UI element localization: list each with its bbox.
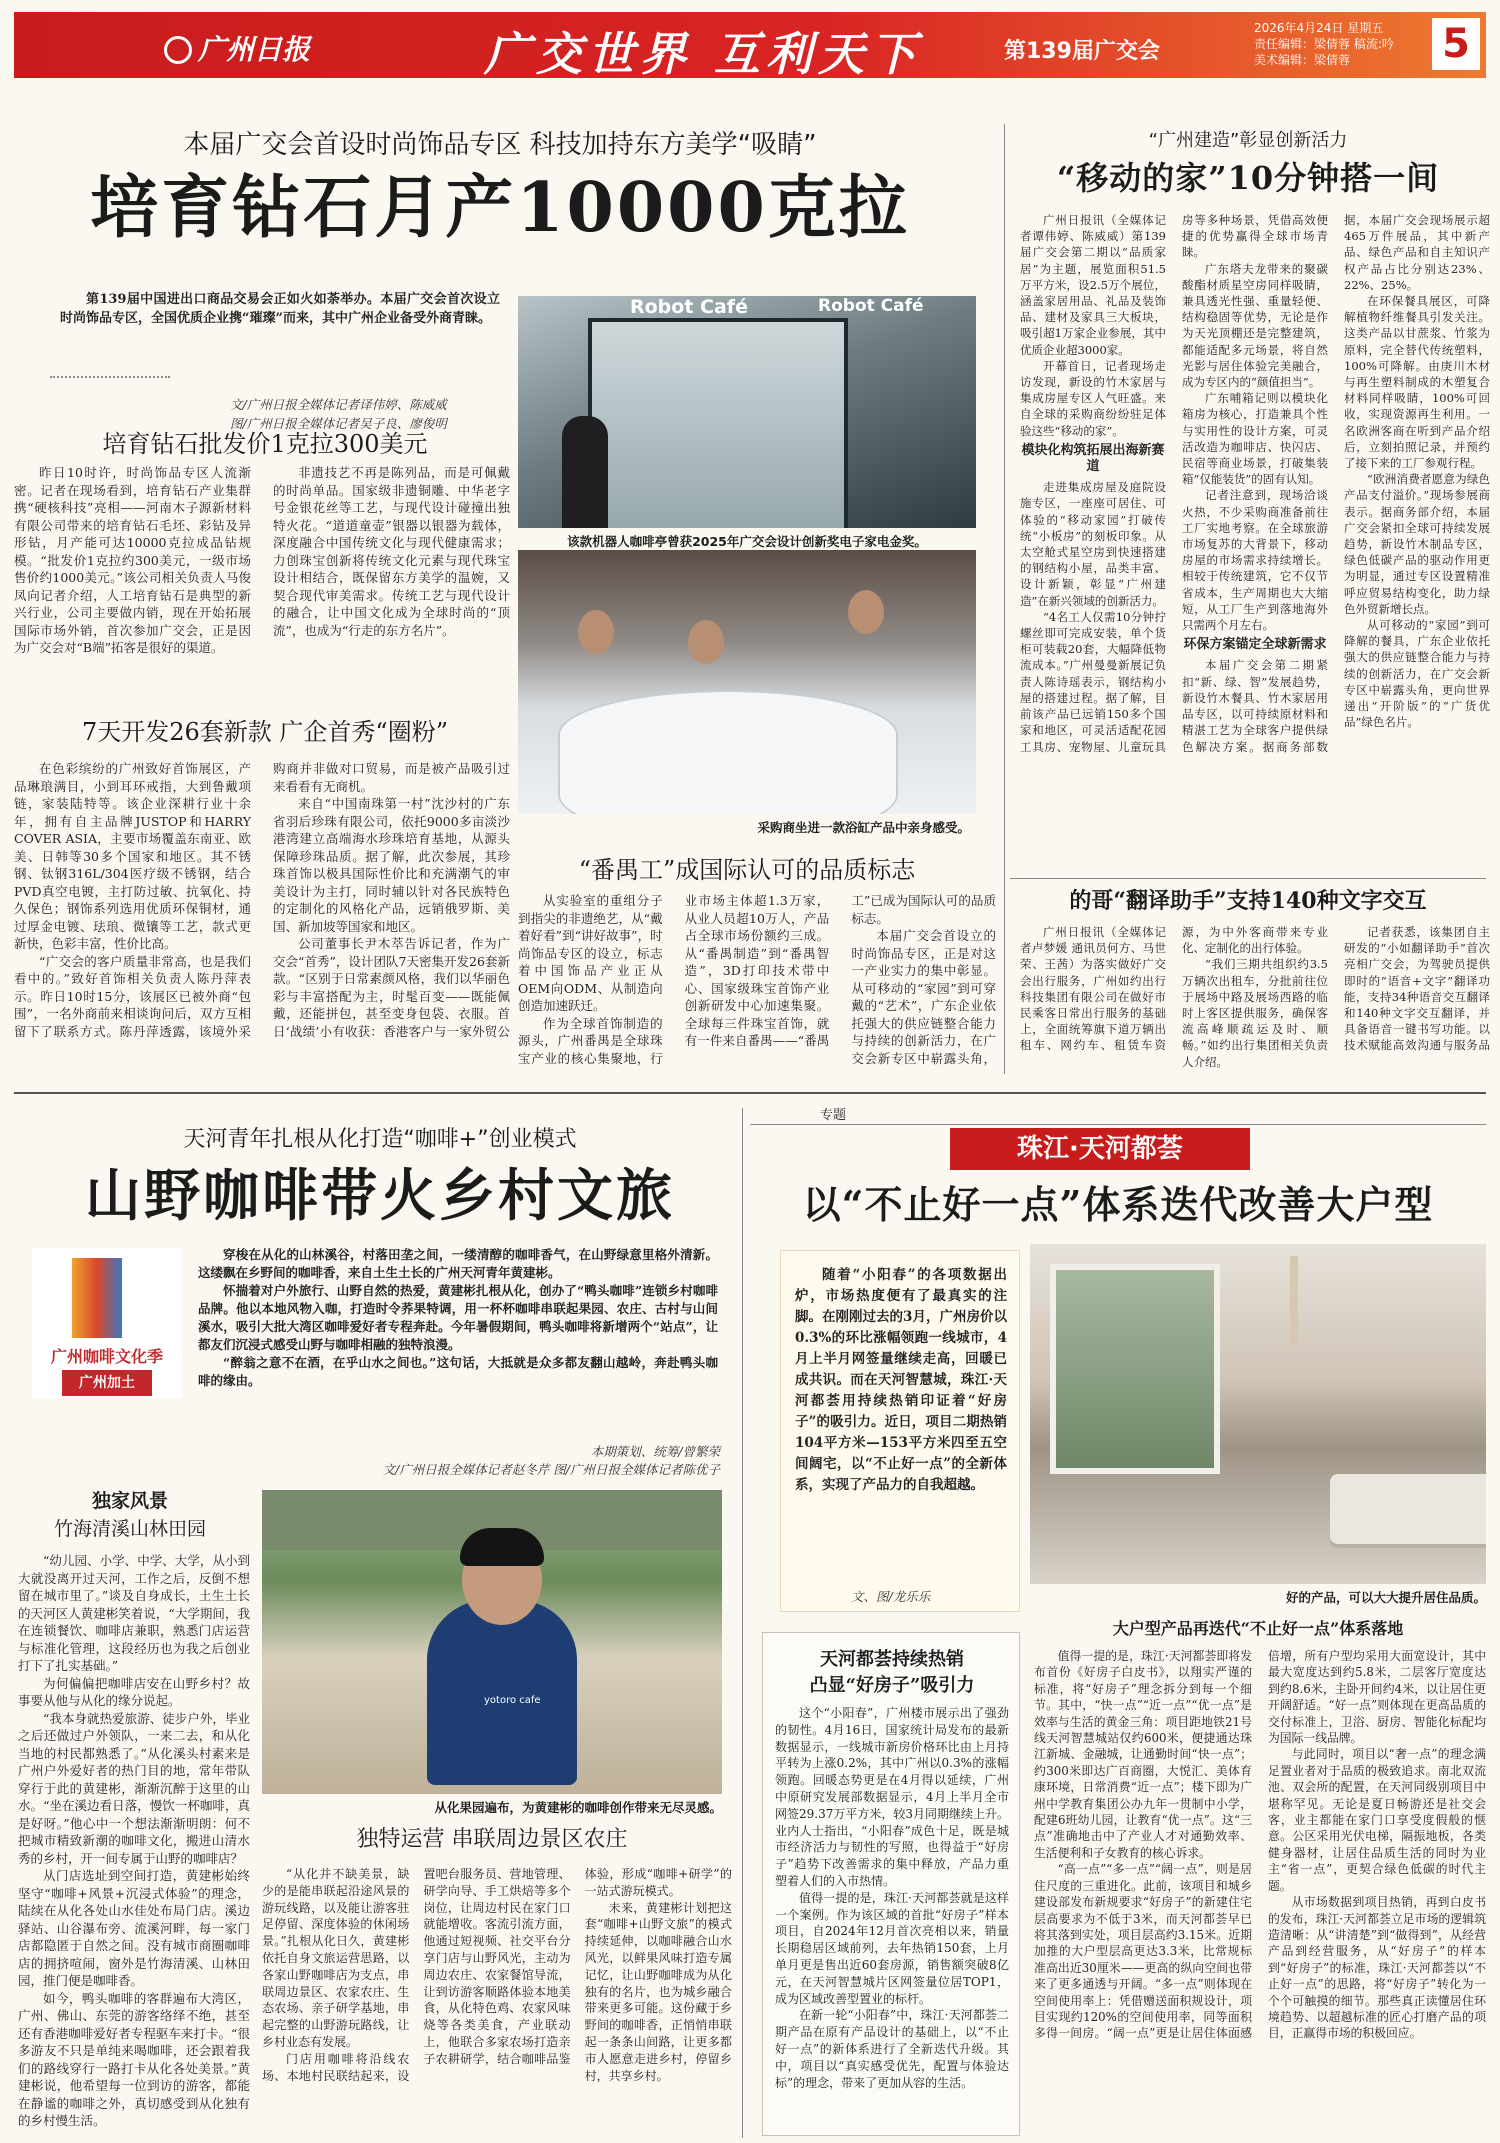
buyer-figure-1 xyxy=(688,620,724,664)
column-divider-top xyxy=(1004,124,1005,1074)
garden-window xyxy=(1050,1264,1220,1474)
page-number: 5 xyxy=(1432,18,1480,70)
art5-body-2-p1: 值得一提的是，珠江·天河都荟即将发布首份《好房子白皮书》，以翔实严谨的标准，将“好房子”理念拆分到每一个细节。其中，“快一点”“近一点”“优一点”是效率与生活的黄金三角：项目距地铁21号线天河智慧城站仅约600米，便捷通达珠江新城、金融城，让通勤时间“快一点”；约300米即达广百商圈，大悦汇、美体育康环境，日常消费“近一点”；楼下即为广州中学教育集团公办九年一贯制中小学，配建6班幼儿园，让教育“优一点”。这“三点”准确地击中了产业人才对通勤效率、生活便利和子女教育的核心诉求。 xyxy=(1034,1649,1252,1860)
art1-body-3-p1: 从实验室的重组分子到指尖的非遗绝艺，从“戴着好看”到“讲好故事”，时尚饰品专区的设立，标志着中国饰品产业正从OEM向ODM、从制造向创造加速跃迁。 xyxy=(518,893,663,1013)
masthead-slogan: 广交世界 互利天下 xyxy=(484,27,923,81)
art4-side-kicker: 独家风景 xyxy=(91,1490,168,1512)
art4-headline: 山野咖啡带火乡村文旅 xyxy=(85,1163,675,1229)
art3-p1: 广州日报讯（全媒体记者卢梦媛 通讯员何方、马世荣、王茜）为落实做好广交会出行服务，广州如约出行科技集团有限公司在做好市民乘客日常出行服务的基础上，全面统筹旗下道万辆出租车、网约车、租赁车资源，为中外客商带来专业化、定制化的出行体验。 xyxy=(1020,925,1328,1053)
art5-lead: 随着“小阳春”的各项数据出炉，市场热度便有了最真实的注脚。在刚刚过去的3月，广州房价以0.3%的环比涨幅领跑一线城市，4月上半月网签量继续走高，回暖已成共识。而在天河智慧城，珠江·天河都荟用持续热销印证着“好房子”的吸引力。近日，项目二期热销104平方米—153平方米四至五空间阔宅，以“不止好一点”的全新体系，实现了产品力的自我超越。 xyxy=(795,1267,1007,1493)
robot-cafe-caption: 该款机器人咖啡亭曾获2025年广交会设计创新奖电子家电金奖。 xyxy=(567,534,927,549)
owner-hair xyxy=(460,1528,544,1566)
art5-body-2 xyxy=(1034,1648,1486,2136)
logo-festival-text: 广州咖啡文化季 xyxy=(50,1347,163,1366)
art1-subhead-2: 7天开发26套新款 广企首秀“圈粉” xyxy=(82,718,448,746)
art5-body-2-p2: “高一点”“多一点”“阔一点”，则是居住尺度的三重进化。此前，该项目和城乡建设部发布新规要求“好房子”的新建住宅层高要求为不低于3米，而天河都荟早已将其落到实处，项目层高约3.15米。近期加推的大户型层高更达3.3米，比常规标准高出近30厘米——更高的纵向空间也带来了更多通透与开阔。“多一点”则体现在空间使用率上：凭借赠送面积规设计，项目实现约120%的空间使用率，同等面积多得一间房。“阔一点”更是让居住体面感倍增，所有户型均采用大面宽设计，其中最大宽度达到约5.8米，二层客厅宽度达到约8.6米，主卧开间约4米，以让居住更开阔舒适。“好一点”则体现在更高品质的交付标准上，卫浴、厨房、智能化标配均为国际一线品牌。 xyxy=(1034,1649,1486,2041)
bathtub xyxy=(558,690,898,814)
art4-body-2 xyxy=(262,1866,732,2134)
art5-sidebox-p2: 值得一提的是，珠江·天河都荟就是这样一个案例。作为该区域的首批“好房子”样本项目，自2024年12月首次亮相以来，销量长期稳居区域前列，去年热销150套，上月单月更是售出近60套房源，销售额突破8亿元，在天河智慧城片区网签量位居TOP1，成为区域改善型置业的标杆。 xyxy=(775,1890,1009,2006)
apartment-caption: 好的产品，可以大大提升居住品质。 xyxy=(1285,1590,1486,1605)
art1-body-2-p3: 来自“中国南珠第一村”沈沙村的广东省羽后珍珠有限公司，依托9000多亩淡沙港湾建立高端海水珍珠培育基地，从源头保障珍珠品质。据了解，此次参展，其珍珠首饰以极具国际性价比和充满潮气的审美设计为主打，同时辅以针对各民族特色的定制化的风格化产品，远销俄罗斯、美国、新加坡等国家和地区。 xyxy=(273,796,510,934)
art2-p5: 广东塔夫龙带来的聚碳酸酯材质星空房同样吸睛，兼具透光性强、重量轻便、结构稳固等优势，无论是作为天光顶棚还是完整建筑，都能适配多元场景，将自然光影与居住体验完美融合，成为专区内的“颜值担当”。 xyxy=(1182,261,1328,390)
art1-body-3-p3: 本届广交会首设立的时尚饰品专区，正是对这一产业实力的集中彰显。从可移动的“家园”到可穿戴的“艺术”，广东企业依托强大的供应链整合能力与持续的创新活力，在广交会新专区中崭露头角， xyxy=(851,928,996,1066)
art4-subhead-2: 独特运营 串联周边景区农庄 xyxy=(356,1827,628,1852)
art2-p3: 走进集成房屋及庭院设施专区，一座座可居住、可体验的“移动家园”打破传统“小板房”的刻板印象。从太空舱式星空房到快速搭建的钢结构小屋，品类丰富、设计新颖，彰显“广州建造”在新兴领域的创新活力。 xyxy=(1020,480,1166,608)
art2-p11: 从可移动的“家园”到可降解的餐具，广东企业依托强大的供应链整合能力与持续的创新活力，在广交会新专区中崭露头角，更向世界递出“开阶版”的“广货优品”绿色名片。 xyxy=(1344,618,1490,730)
art1-body-2-p1: 在色彩缤纷的广州致好首饰展区，产品琳琅满目，小到耳环戒指，大到鲁戴项链，家装陆特等。该企业深耕行业十余年，拥有自主品牌JUSTOP和HARRY COVER ASIA，主要市场覆盖东南亚、欧美、日韩等30多个国家和地区。其不锈钢、钛钢316L/304医疗级不锈钢，结合PVD真空电镀，主打防过敏、抗氧化、持久保色；钢饰系列选用优质环保铜材，通过厚金电镀、珐琅、微镶等工艺，款式更新快，色彩丰富，性价比高。 xyxy=(14,761,251,951)
art4-byline: 文/广州日报全媒体记者赵冬芹 图/广州日报全媒体记者陈优子 xyxy=(382,1462,720,1477)
art3-p2: “我们三期共组织约3.5万辆次出租车，分批前往位于展场中路及展场西路的临时上客区提供服务，确保客流高峰顺疏运及时、顺畅。”如约出行集团相关负责人介绍。 xyxy=(1182,957,1328,1069)
art1-body-1-p1: 昨日10时许，时尚饰品专区人流渐密。记者在现场看到，培育钻石产业集群携“硬核科技”亮相——河南木子源新材料有限公司带来的培育钻石毛坯、彩钻及异形钻，月产能可达10000克拉成品钻规模。“批发价1克拉约300美元，一级市场售价约1000美元。”该公司相关负责人马俊凤向记者介绍，人工培育钻石是典型的新兴行业，公司主要做内销，现在开始拓展国际市场外销，首次参加广交会，正是因为广交会对“B端”拓客是很好的渠道。 xyxy=(14,465,251,655)
art2-p4: “4名工人仅需10分钟拧螺丝即可完成安装，单个货柜可装载20套，大幅降低物流成本。”广州曼曼新展记负责人陈诗瑶表示，钢结构小屋的搭建过程。据了解，目前该产品已远销150多个国家和地区，可灵活适配花园工具房、宠物屋、儿童玩具房等多种场景，凭借高效便捷的优势赢得全球市场青睐。 xyxy=(1020,213,1328,754)
art1-byline-1: 文/广州日报全媒体记者译伟婷、陈威威 xyxy=(230,397,447,412)
art-editor-line: 美术编辑：梁倩蓉 xyxy=(1254,53,1351,67)
art5-headline: 以“不止好一点”体系迭代改善大户型 xyxy=(802,1182,1434,1227)
coffee-owner-caption: 从化果园遍布，为黄建彬的咖啡创作带来无尽灵感。 xyxy=(434,1800,722,1815)
art1-body-1-p2: 非遗技艺不再是陈列品，而是可佩戴的时尚单品。国家级非遗铜雕、中华老字号金银花丝等工艺，与现代设计碰撞出独特火花。“道道童壶”银器以银器为载体，深度融合中国传统文化与现代健康需求；力创珠宝创新将传统文化元素与现代珠宝设计相结合，既保留东方美学的温婉，又契合现代审美需求。传统工艺与现代设计的融合，让中国文化成为全球时尚的“顶流”，也成为“行走的东方名片”。 xyxy=(273,465,510,638)
masthead xyxy=(14,12,1486,81)
art2-p6: 广东哺箱记则以模块化箱房为核心，打造兼具个性与实用性的设计方案，可灵活改造为咖啡店、快闪店、民宿等商业场景，打破集装箱“仅能装货”的固有认知。 xyxy=(1182,391,1328,487)
art3-body xyxy=(1020,924,1490,1070)
art2-body xyxy=(1020,212,1490,888)
art3-headline: 的哥“翻译助手”支持140种文字交互 xyxy=(1069,888,1427,914)
art1-subhead-3: “番禺工”成国际认可的品质标志 xyxy=(578,856,916,884)
art1-subhead-1: 培育钻石批发价1克拉300美元 xyxy=(102,430,428,458)
art2-p10: “欧洲消费者愿意为绿色产品支付溢价。”现场参展商表示。据商务部介绍，本届广交会紧扣全球可持续发展趋势，新设竹木制品专区，绿色低碳产品的驱动作用更为明显，通过专区设置精准呼应贸易结构变化，助力绿色外贸新增长点。 xyxy=(1344,472,1490,616)
art4-lead-p2: 怀揣着对户外旅行、山野自然的热爱，黄建彬扎根从化，创办了“鸭头咖啡”连锁乡村咖啡品牌。他以本地风物入咖，打造时令荞果特调，用一杯杯咖啡串联起果园、农庄、古村与山间溪水，吸引大批大湾区咖啡爱好者专程奔赴。今年暑假期间，鸭头咖啡将新增两个“站点”，让都友们沉浸式感受山野与咖啡相融的独特浪漫。 xyxy=(198,1283,718,1352)
visitor-figure xyxy=(562,416,608,528)
art1-kicker: 本届广交会首设时尚饰品专区 科技加持东方美学“吸睛” xyxy=(183,130,817,160)
art2-headline: “移动的家”10分钟搭一间 xyxy=(1056,159,1440,197)
robot-cafe-sign: Robot Café xyxy=(630,296,748,318)
art2-p8: 本届广交会第二期紧扣“新、绿、智”发展趋势，新设竹木餐具、竹木家居用品专区，以可持续原材料和精湛工艺为全球客户提供绿色解决方案。据商务部数据，本届广交会现场展示超465万件展品，其中新产品、绿色产品和自主知识产权产品占比分别达23%、22%、25%。 xyxy=(1182,213,1490,754)
art1-body-3 xyxy=(518,892,996,1070)
art5-sidebox-p1: 这个“小阳春”，广州楼市展示出了强劲的韧性。4月16日，国家统计局发布的最新数据显示，一线城市新房价格环比由上月持平转为上涨0.2%，其中广州以0.3%的涨幅领跑。回暖态势更是在4月得以延续，广州中原研究发展部数据显示，4月上半月全市网签29.37万平方米，较3月同期继续上升。业内人士指出，“小阳春”成色十足，既是城市经济活力与韧性的写照，也得益于“好房子”趋势下改善需求的集中释放，产品力重塑着人们的入市热情。 xyxy=(775,1706,1009,1888)
masthead-meta xyxy=(1254,20,1394,68)
art4-body-2-p1: “从化并不缺美景，缺少的是能串联起沿途风景的游玩线路，以及能让游客驻足停留、深度体验的休闲场景。”扎根从化日久，黄建彬依托自身文旅运营思路，以各家山野咖啡店为支点，串联周边景区、农家农庄、生态农场、亲子研学基地，串起完整的山野游玩路线，让乡村业态有发展。 xyxy=(262,1867,410,2049)
editor-line: 责任编辑：梁倩蓉 稿流:吟 xyxy=(1254,37,1394,51)
robot-cafe-booth xyxy=(588,318,848,528)
floor-lamp xyxy=(1290,1256,1298,1346)
art5-subhead-2: 大户型产品再迭代“不止好一点”体系落地 xyxy=(1112,1619,1404,1638)
buyer-figure-2 xyxy=(848,590,884,634)
art4-body-2-p2: 门店用咖啡将沿线农场、本地村民联结起来，设置吧台服务员、营地管理、研学向导、手工烘焙等多个岗位，让周边村民在家门口就能增收。客流引流方面，他通过短视频、社交平台分享门店与山野风光，主动为周边农庄、农家餐馆导流，让到访游客顺路体验本地美食，从化特色鸡、农家风味烧等各类美食，产业联动上，他联合多家农场打造亲子农耕研学，结合咖啡品鉴体验，形成“咖啡+研学”的一站式游玩模式。 xyxy=(262,1867,732,2083)
art3-top-rule xyxy=(1010,878,1486,879)
art4-planner: 本期策划、统筹/曾繁荣 xyxy=(590,1444,720,1459)
art2-p9: 在环保餐具展区，可降解植物纤维餐具引发关注。这类产品以甘蔗浆、竹浆为原料，完全替代传统塑料，100%可降解。由庚川木材与再生塑料制成的木塑复合材料同样吸睛，100%可回收，实现资源再生利用。一名欧洲客商在听到产品介绍后，立刻拍照记录，并预约了接下来的工厂参观行程。 xyxy=(1344,294,1490,471)
art4-side-p1: “幼儿园、小学、中学、大学，从小到大就没离开过天河，工作之后，反倒不想留在城市里了。”谈及自身成长，土生土长的天河区人黄建彬笑着说，“大学期间，我在连锁餐饮、咖啡店兼职，熟悉门店运营与标准化管理，这段经历也为我之后创业打下了扎实基础。” xyxy=(18,1553,250,1673)
robot-cafe-photo xyxy=(518,296,976,528)
art1-body-3-p2: 作为全球首饰制造的源头，广州番禺是全球珠宝产业的核心集聚地，行业市场主体超1.3万家，从业人员超10万人，产品占全球市场份额约三成。从“番禺制造”到“番禺智造”，3D打印技术带中心、国家级珠宝首饰产业创新研发中心加速集聚。全球每三件珠宝首饰，就有一件来自番禺——“番禺工”已成为国际认可的品质标志。 xyxy=(518,893,996,1066)
art5-body-2-p3: 与此同时，项目以“奢一点”的理念满足置业者对于品质的极致追求。南北双流池、双会所的配置，在天河同级别项目中堪称罕见。无论是夏日畅游还是社交会客，业主都能在家门口享受度假般的惬意。公区采用光伏电梯，隔振地板，各类健身器材，让居住品质生活的同时为业主“省一点”，更契合绿色低碳的时代主题。 xyxy=(1268,1747,1486,1893)
art5-sidebox-p3: 在新一轮“小阳春”中，珠江·天河都荟二期产品在原有产品设计的基础上，以“不止好一点”的新体系进行了全新迭代升级。其中，项目以“真实感受优先，配置与体验达标”的理念，带来了更加从容的生活。 xyxy=(775,2008,1009,2090)
logo-brand-text: 广州加土 xyxy=(62,1370,152,1396)
art5-sidebox-title-2: 凸显“好房子”吸引力 xyxy=(809,1675,975,1696)
art4-side-p2: 为何偏偏把咖啡店安在山野乡村？故事要从他与从化的缘分说起。 xyxy=(18,1675,250,1708)
art4-side-p3: “我本身就热爱旅游、徒步户外，毕业之后还做过户外领队，一来二去，和从化当地的村民都熟悉了。”从化溪头村素来是广州户外爱好者的热门目的地，常年带队穿行于此的黄建彬，渐渐沉醉于这里的山水。“坐在溪边看日落，慢饮一杯咖啡，真是好呀。”他心中一个想法渐渐明朗：何不把城市精致新潮的咖啡文化，搬进山清水秀的乡村，开一间专属于山野的咖啡店？ xyxy=(18,1710,250,1866)
masthead-edition: 第139届广交会 xyxy=(1004,39,1160,64)
art5-kicker-text: 珠江·天河都荟 xyxy=(1017,1134,1183,1164)
newspaper-logo xyxy=(164,28,310,68)
bathtub-photo xyxy=(518,550,976,814)
art5-kicker xyxy=(950,1128,1250,1170)
art4-lead-p3: “醉翁之意不在酒，在乎山水之间也。”这句话，大抵就是众多都友翻山越岭，奔赴鸭头咖啡的缘由。 xyxy=(198,1355,718,1388)
art2-minihead-1: 模块化构筑拓展出海新赛道 xyxy=(1021,442,1165,475)
horizontal-divider xyxy=(14,1092,1486,1094)
art4-side-body xyxy=(18,1552,250,2130)
art4-body-2-p3: 未来，黄建彬计划把这套“咖啡+山野文旅”的模式持续延伸，以咖啡融合山水风光，以鲜果风味打造专属记忆，让山野咖啡成为从化独有的名片，也为城乡融合带来更多可能。这份藏于乡野间的咖啡香，正悄悄串联起一条条山间路，让更多都市人愿意走进乡村，停留乡村，共享乡村。 xyxy=(584,1900,732,2083)
buyer-figure-3 xyxy=(578,610,614,654)
art4-lead xyxy=(198,1246,718,1390)
art4-side-p5: 如今，鸭头咖啡的客群遍布大湾区，广州、佛山、东莞的游客络绎不绝，甚至还有香港咖啡爱好者专程驱车来打卡。“很多游友不只是单纯来喝咖啡，还会跟着我们的路线穿行一路打卡从化各处美景。”黄建彬说，他希望每一位到访的游客，都能在静谧的咖啡之外，真切感受到从化独有的乡村慢生活。 xyxy=(18,1990,250,2128)
apartment-interior-photo xyxy=(1030,1244,1486,1584)
special-topic-tag: 专题 xyxy=(820,1108,847,1123)
coffee-owner-photo xyxy=(262,1490,722,1794)
art4-side-p4: 从门店选址到空间打造，黄建彬始终坚守“咖啡+风景+沉浸式体验”的理念，陆续在从化各处山水佳处布局门店。溪边驿站、山谷瀑布旁、流溪河畔，每一家门店都隐匿于自然之间。没有城市商圈咖啡店的拥挤喧闹，窗外是竹海清溪、山林田园，推门便是咖啡香。 xyxy=(18,1868,250,1988)
art3-p3: 记者获悉，该集团自主研发的“小如翻译助手”首次亮相广交会，为驾驶员提供即时的“语音+文字”翻译功能，支持34种语音交互翻译和140种文字交互翻译，并具备语音一键书写功能。以技术赋能高效沟通与服务品 xyxy=(1344,925,1490,1053)
art4-kicker: 天河青年扎根从化打造“咖啡+”创业模式 xyxy=(183,1127,577,1152)
art1-dot-rule xyxy=(50,376,170,378)
art2-p7: 记者注意到，现场洽谈火热，不少采购商准备前往工厂实地考察。在全球旅游市场复苏的大背景下，移动房屋的市场需求持续增长。相较于传统建筑，它不仅节省成本，生产周期也大大缩短，从工厂生产到落地海外只需两个月左右。 xyxy=(1182,488,1328,633)
art1-body-2-p2: “广交会的客户质量非常高，也是我们看中的。”致好首饰相关负责人陈丹萍表示。昨日10时15分，该展区已被外商“包围”，一名外商前来相谈询问后，双方互相留下了联系方式。陈丹萍透露，该境外采购商并非做对口贸易，而是被产品吸引过来看看有无商机。 xyxy=(14,761,510,1039)
art5-sidebox-body xyxy=(775,1705,1009,2129)
coffee-festival-logo xyxy=(32,1248,182,1398)
special-topic-rule xyxy=(750,1124,1486,1125)
robot-cafe-sign-2: Robot Café xyxy=(818,296,924,316)
art4-side-title: 竹海清溪山林田园 xyxy=(53,1518,206,1540)
date-line: 2026年4月24日 星期五 xyxy=(1254,21,1384,35)
art1-byline-2: 图/广州日报全媒体记者吴子良、廖俊明 xyxy=(230,416,447,431)
art5-lead-box xyxy=(780,1250,1020,1612)
art5-lead-byline: 文、图/龙乐乐 xyxy=(851,1589,931,1604)
art1-body-2 xyxy=(14,760,510,1060)
art1-body-1 xyxy=(14,464,510,682)
art1-body-2-p4: 公司董事长尹木萃告诉记者，作为广交会“首秀”，设计团队7天密集开发26套新款。“区别于日常素颜风格，我们以华丽色彩与丰富搭配为主，时髦百变——既能佩戴，还能拼包，甚至变身包袋、衣服。首日‘战绩’小有收获：香港客户与一家外贸公 xyxy=(273,936,510,1039)
column-divider-bottom xyxy=(742,1108,743,2138)
bathtub-caption: 采购商坐进一款浴缸产品中亲身感受。 xyxy=(757,820,970,835)
art5-body-2-p4: 从市场数据到项目热销，再到白皮书的发布，珠江·天河都荟立足市场的逻辑筑造清晰：从“讲清楚”到“做得到”，从经营产品到经营服务，从“好房子”的样本到“好房子”的标准，珠江·天河都荟以“不止好一点”的思路，将“好房子”转化为一个个可触摸的细节。那些真正读懂居住环境趋势、以超越标准的匠心打磨产品的项目，正赢得市场的积极回应。 xyxy=(1268,1895,1486,2041)
art2-p1: 广州日报讯（全媒体记者谭伟婷、陈威威）第139届广交会第二期以“品质家居”为主题，展览面积51.5万平方米，设2.5万个展位，涵盖家居用品、礼品及装饰品、建材及家具三大板块，吸引超1万家企业参展，其中优质企业超3000家。 xyxy=(1020,213,1166,357)
owner-figure xyxy=(427,1600,577,1785)
living-room-sofa xyxy=(1330,1474,1486,1544)
art5-sidebox xyxy=(762,1632,1020,2136)
art4-lead-p1: 穿梭在从化的山林溪谷，村落田垄之间，一缕清醇的咖啡香气，在山野绿意里格外清新。这缕飘在乡野间的咖啡香，来自土生土长的广州天河青年黄建彬。 xyxy=(198,1247,718,1280)
coffee-cup-logo-icon xyxy=(72,1258,122,1338)
art5-sidebox-title-1: 天河都荟持续热销 xyxy=(820,1649,964,1670)
art2-p2: 开幕首日，记者现场走访发现，新设的竹木家居与集成房屋专区人气旺盛。来自全球的采购商纷纷驻足体验这些“移动的家”。 xyxy=(1020,358,1166,438)
art1-lead: 第139届中国进出口商品交易会正如火如荼举办。本届广交会首次设立时尚饰品专区，全国优质企业携“璀璨”而来，其中广州企业备受外商青睐。 xyxy=(60,292,500,326)
art2-minihead-2: 环保方案锚定全球新需求 xyxy=(1183,637,1327,653)
art2-kicker: “广州建造”彰显创新活力 xyxy=(1148,130,1348,151)
logo-text: 广州日报 xyxy=(198,33,311,66)
art1-headline: 培育钻石月产10000克拉 xyxy=(90,168,910,248)
apron-label: yotoro cafe xyxy=(484,1695,541,1706)
logo-mark-icon xyxy=(164,36,192,64)
